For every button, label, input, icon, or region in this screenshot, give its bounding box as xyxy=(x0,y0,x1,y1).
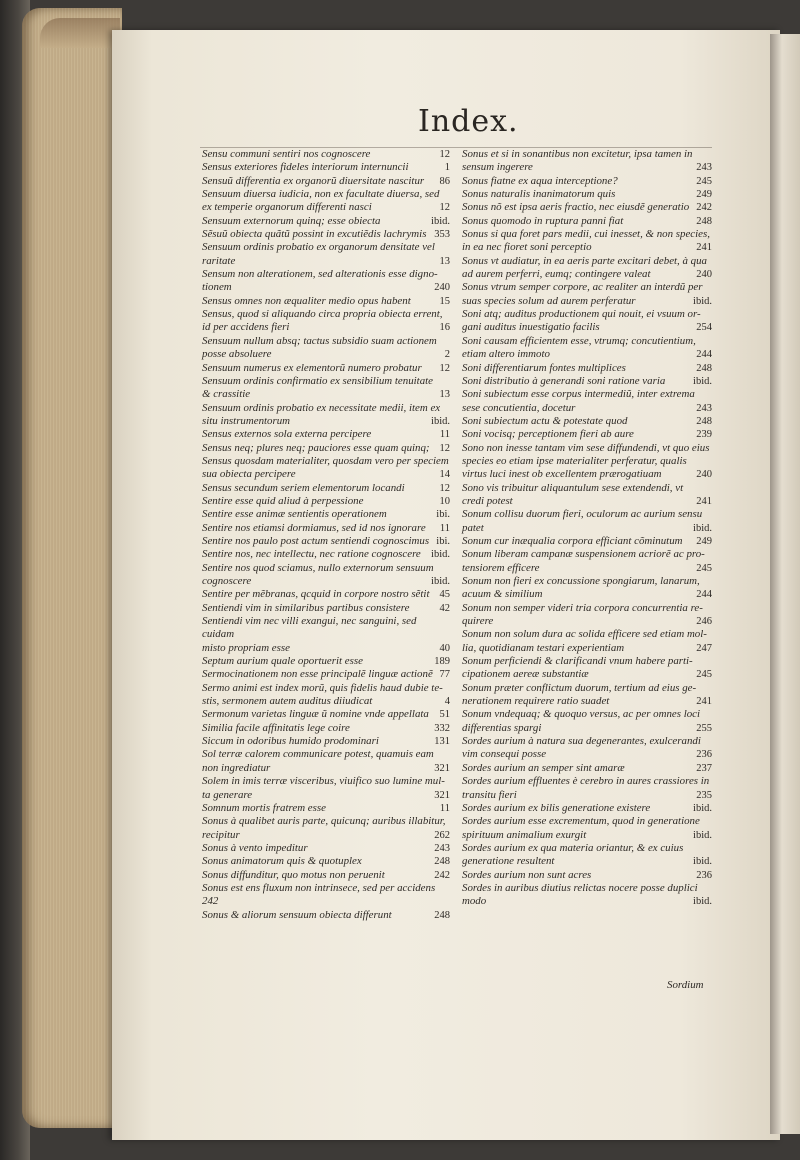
index-entry xyxy=(462,482,712,509)
index-entry xyxy=(462,228,712,255)
index-entry xyxy=(462,188,712,201)
index-entry-text: Sonus naturalis inanimatorum quis xyxy=(462,188,616,201)
index-entry xyxy=(462,762,712,775)
index-entry-text: Sentire nos etiamsi dormiamus, sed id nos ignorare xyxy=(202,521,426,534)
index-entry-page: 16 xyxy=(439,322,450,334)
index-entry xyxy=(202,402,450,429)
index-entry-text: Sonus si qua foret pars medii, cui inesset, & non species, in ea nec fioret soni perceptio xyxy=(462,228,710,254)
index-entry-page: 51 xyxy=(439,709,450,721)
index-entry-page: 241 xyxy=(696,696,712,708)
index-entry-text: Sermo animi est index morũ, quis fidelis haud dubie te- stis, sermonem autem auditus diiudicat xyxy=(202,681,443,708)
index-entry-page: 249 xyxy=(696,535,712,547)
index-entry-page: ibid. xyxy=(693,856,712,868)
index-entry-text: Sonus diffunditur, quo motus non peruenit xyxy=(202,868,385,881)
index-entry xyxy=(202,708,450,721)
index-entry-page: 243 xyxy=(696,162,712,174)
index-entry-page: 42 xyxy=(439,602,450,614)
index-entry-text: Sordes aurium non sunt acres xyxy=(462,868,592,881)
index-entry-text: Sonus vt audiatur, in ea aeris parte excitari debet, à qua ad aurem perferri, eumq; contingere valeat xyxy=(462,254,708,281)
index-entry xyxy=(462,802,712,815)
index-entry-text: Sẽsuũ obiecta quãtũ possint in excutiẽdis lachrymis xyxy=(202,228,427,241)
index-entry xyxy=(202,362,450,375)
index-entry-page: 245 xyxy=(696,669,712,681)
index-entry xyxy=(462,735,712,762)
index-entry xyxy=(202,495,450,508)
index-entry-page: 189 xyxy=(434,656,450,668)
index-entry-text: Sonus vtrum semper corpore, ac realiter an interdũ per suas species solum ad aurem perferatur xyxy=(462,281,703,307)
index-entry-text: Soni vocisq; perceptionem fieri ab aure xyxy=(462,428,634,441)
index-entry-page: ibid. xyxy=(431,415,450,427)
index-entry-page: 248 xyxy=(434,909,450,921)
index-entry-text: Sensus omnes non æqualiter medio opus habent xyxy=(202,294,411,307)
index-entry-text: Sonum non semper videri tria corpora concurrentia re- quirere xyxy=(462,601,703,628)
index-entry-page: 240 xyxy=(696,269,712,281)
index-entry-text: Sentire nos quod sciamus, nullo externorum sensuum cognoscere xyxy=(202,561,434,587)
index-entry xyxy=(462,535,712,548)
index-entry-text: Sensus, quod si aliquando circa propria obiecta errent, id per accidens fieri xyxy=(202,308,443,334)
index-entry xyxy=(202,722,450,735)
index-entry-text: Sonus à qualibet auris parte, quicunq; auribus illabitur, recipitur xyxy=(202,815,446,841)
index-entry-text: Sentire esse animæ sentientis operationem xyxy=(202,508,387,521)
index-entry xyxy=(462,602,712,629)
index-entry-page: 262 xyxy=(434,829,450,841)
index-entry-page: 13 xyxy=(439,255,450,267)
index-entry xyxy=(202,562,450,589)
index-entry-text: Sonum præter conflictum duorum, tertium ad eius ge- nerationem requirere ratio suadet xyxy=(462,681,697,708)
index-entry-text: Sono vis tribuitur aliquantulum sese extendendi, vt credi potest xyxy=(462,481,684,507)
index-entry-page: 12 xyxy=(439,362,450,374)
index-entry-text: Sordes aurium an semper sint amaræ xyxy=(462,761,625,774)
index-entry-page: 13 xyxy=(439,389,450,401)
index-entry xyxy=(462,388,712,415)
index-entry-text: Sensuum ordinis probatio ex organorum densitate vel raritate xyxy=(202,241,435,267)
index-entry xyxy=(202,748,450,775)
index-entry-text: Sensuum externorum quinq; esse obiecta xyxy=(202,214,381,227)
index-entry xyxy=(202,735,450,748)
index-entry xyxy=(202,295,450,308)
index-entry xyxy=(462,869,712,882)
index-entry-text: Sonum non solum dura ac solida efficere sed etiam mol- lia, quotidianam testari experientiam xyxy=(462,628,707,654)
index-entry-text: Soni distributio à generandi soni ratione varia xyxy=(462,374,666,387)
page-header: Index. xyxy=(418,104,519,139)
index-entry xyxy=(462,882,712,909)
index-entry xyxy=(462,708,712,735)
index-entry-page: 45 xyxy=(439,589,450,601)
index-entry-page: 131 xyxy=(434,736,450,748)
index-entry-page: 248 xyxy=(696,415,712,427)
index-entry-text: Sensuum ordinis confirmatio ex sensibilium tenuitate & crassitie xyxy=(202,374,434,401)
index-entry-text: Sordes in auribus diutius relictas nocere posse duplici modo xyxy=(462,881,698,908)
index-entry-page: 12 xyxy=(439,482,450,494)
index-entry-text: Sensus externos sola externa percipere xyxy=(202,428,372,441)
index-entry-text: Sensuũ differentia ex organorũ diuersitate nascitur xyxy=(202,174,425,187)
index-entry-page: ibi. xyxy=(436,509,450,521)
index-entry-text: Sonus et si in sonantibus non excitetur, ipsa tamen in sensum ingerere xyxy=(462,148,693,174)
index-entry xyxy=(462,308,712,335)
index-entry xyxy=(202,548,450,561)
index-entry xyxy=(202,615,450,655)
index-entry-page: ibid. xyxy=(431,215,450,227)
index-entry-page: 77 xyxy=(439,669,450,681)
index-entry-text: Sol terræ calorem communicare potest, quamuis eam non ingrediatur xyxy=(202,748,434,774)
index-entry-text: Sonus fiatne ex aqua interceptione? xyxy=(462,174,618,187)
index-entry xyxy=(462,175,712,188)
index-entry-page: 240 xyxy=(696,469,712,481)
index-entry-text: Sensus secundum seriem elementorum locandi xyxy=(202,481,405,494)
index-entry-text: Similia facile affinitatis lege coire xyxy=(202,721,350,734)
page-stack-edge xyxy=(40,18,120,48)
index-entry-text: Sentire per mẽbranas, qcquid in corpore nostro sẽtit xyxy=(202,588,430,601)
index-entry-page: ibid. xyxy=(693,375,712,387)
index-entry xyxy=(202,188,450,215)
index-entry-text: Soni differentiarum fontes multiplices xyxy=(462,361,626,374)
index-entry xyxy=(462,148,712,175)
index-entry-text: Sonum vndequaq; & quoquo versus, ac per omnes loci differentias spargi xyxy=(462,708,701,734)
index-entry xyxy=(202,241,450,268)
index-entry-page: 12 xyxy=(439,442,450,454)
index-entry-page: 11 xyxy=(439,802,450,814)
index-entry-text: Sordes aurium ex qua materia oriantur, & ex cuius generatione resultent xyxy=(462,841,684,868)
index-entry xyxy=(202,161,450,174)
index-entry-page: 40 xyxy=(439,642,450,654)
index-entry xyxy=(202,522,450,535)
facing-page-edge xyxy=(770,34,800,1134)
index-entry-text: Sonus est ens fluxum non intrinsece, sed per accidens 242 xyxy=(202,881,436,908)
index-entry-text: Sonum cur inæqualia corpora efficiant cõminutum xyxy=(462,534,683,547)
index-entry-text: Sensus quosdam materialiter, quosdam vero per speciem sua obiecta percipere xyxy=(202,454,449,481)
index-entry-page: 2 xyxy=(444,349,450,361)
index-entry xyxy=(462,548,712,575)
index-entry xyxy=(462,815,712,842)
index-entry-page: 236 xyxy=(696,749,712,761)
index-entry-text: Solem in imis terræ visceribus, viuifico suo lumine mul- ta generare xyxy=(202,775,445,801)
index-entry-page: 1 xyxy=(444,162,450,174)
index-entry xyxy=(462,281,712,308)
index-entry-page: 12 xyxy=(439,149,450,160)
index-entry-text: Sonum collisu duorum fieri, oculorum ac aurium sensu patet xyxy=(462,508,703,534)
index-entry-page: 12 xyxy=(439,202,450,214)
index-entry-text: Sensu communi sentiri nos cognoscere xyxy=(202,148,371,160)
index-entry-text: Soni subiectum actu & potestate quod xyxy=(462,414,628,427)
index-entry-page: 248 xyxy=(696,215,712,227)
index-entry xyxy=(202,802,450,815)
index-entry xyxy=(202,855,450,868)
index-entry-text: Somnum mortis fratrem esse xyxy=(202,801,326,814)
index-entry xyxy=(202,655,450,668)
index-entry xyxy=(462,375,712,388)
index-entry xyxy=(202,668,450,681)
index-entry-page: 321 xyxy=(434,762,450,774)
page-stack xyxy=(22,8,122,1128)
index-entry xyxy=(202,869,450,882)
index-entry xyxy=(202,909,450,922)
index-entry xyxy=(202,215,450,228)
index-entry-page: ibid. xyxy=(431,549,450,561)
index-entry-page: 242 xyxy=(434,869,450,881)
index-entry xyxy=(202,148,450,161)
index-entry-text: Sermocinationem non esse principalẽ linguæ actionẽ xyxy=(202,668,433,681)
index-entry xyxy=(462,775,712,802)
index-entry xyxy=(202,508,450,521)
index-entry-text: Sonus & aliorum sensuum obiecta differunt xyxy=(202,908,392,921)
index-entry xyxy=(202,228,450,241)
index-entry-text: Sensus neq; plures neq; pauciores esse quam quinq; xyxy=(202,441,430,454)
index-entry xyxy=(202,335,450,362)
index-entry-page: 4 xyxy=(444,696,450,708)
catchword: Sordium xyxy=(667,979,704,991)
index-entry xyxy=(202,602,450,615)
index-entry xyxy=(202,682,450,709)
index-entry-page: 241 xyxy=(696,495,712,507)
index-entry xyxy=(202,535,450,548)
index-entry-page: 321 xyxy=(434,789,450,801)
index-entry xyxy=(462,362,712,375)
index-entry xyxy=(462,415,712,428)
index-entry xyxy=(202,268,450,295)
index-entry-page: 235 xyxy=(696,789,712,801)
index-entry xyxy=(202,175,450,188)
index-entry-text: Sono non inesse tantam vim sese diffundendi, vt quo eius species eo etiam ipse materialiter perferatur, qualis virtus luci inest ob excellentem prærogatiuam xyxy=(462,441,710,481)
index-entry-page: ibid. xyxy=(431,576,450,587)
index-entry xyxy=(462,335,712,362)
index-entry-page: 15 xyxy=(439,295,450,307)
index-entry-text: Soni atq; auditus productionem qui nouit, ei vsuum or- gani auditus inuestigatio facilis xyxy=(462,308,701,334)
index-entry-page: 242 xyxy=(696,202,712,214)
index-entry-text: Soni causam efficientem esse, vtrumq; concutientium, etiam altero immoto xyxy=(462,334,696,361)
index-entry-page: 240 xyxy=(434,282,450,294)
index-entry xyxy=(202,588,450,601)
index-entry-page: 243 xyxy=(696,402,712,414)
index-entry-text: Sensuum numerus ex elementorũ numero probatur xyxy=(202,361,422,374)
index-entry xyxy=(202,428,450,441)
index-entry xyxy=(202,775,450,802)
index-entry-page: 244 xyxy=(696,349,712,361)
index-entry-page: 255 xyxy=(696,722,712,734)
index-entry-text: Sonum non fieri ex concussione spongiarum, lanarum, acuum & similium xyxy=(462,575,700,601)
index-entry xyxy=(462,682,712,709)
index-entry-page: 245 xyxy=(696,562,712,574)
index-entry-text: Sensum non alterationem, sed alterationis esse digno- tionem xyxy=(202,268,438,294)
index-entry-text: Sonus à vento impeditur xyxy=(202,841,308,854)
index-entry-page: 14 xyxy=(439,469,450,481)
index-entry-text: Sensus exteriores fideles interiorum internuncii xyxy=(202,161,409,174)
index-entry xyxy=(202,842,450,855)
index-entry-page: 248 xyxy=(434,856,450,868)
index-entry xyxy=(202,815,450,842)
index-entry-page: 11 xyxy=(439,522,450,534)
index-entry-page: ibid. xyxy=(693,829,712,841)
index-entry-page: 254 xyxy=(696,322,712,334)
index-entry xyxy=(462,201,712,214)
index-entry-text: Sordes aurium effluentes è cerebro in aures crassiores in transitu fieri xyxy=(462,775,710,801)
index-entry xyxy=(462,842,712,869)
index-entry xyxy=(462,655,712,682)
index-entry xyxy=(462,575,712,602)
index-entry xyxy=(202,455,450,482)
index-entry xyxy=(462,215,712,228)
index-entry-page: 245 xyxy=(696,175,712,187)
index-entry xyxy=(202,308,450,335)
index-entry-page: 239 xyxy=(696,429,712,441)
index-entry-text: Sensuum nullum absq; tactus subsidio suam actionem posse absoluere xyxy=(202,334,437,361)
index-entry-text: Sentire nos, nec intellectu, nec ratione cognoscere xyxy=(202,548,421,561)
index-entry xyxy=(462,628,712,655)
index-entry-text: Sonum perficiendi & clarificandi vnum habere parti- cipationem aereæ substantiæ xyxy=(462,655,693,681)
index-entry-text: Sermonum varietas linguæ ũ nomine vnde appellata xyxy=(202,708,429,721)
index-column-right xyxy=(462,148,712,909)
index-entry-text: Siccum in odoribus humido prodominari xyxy=(202,735,379,748)
index-entry xyxy=(462,442,712,482)
index-entry-text: Sordes aurium ex bilis generatione existere xyxy=(462,801,651,814)
index-entry-text: Sonus quomodo in ruptura panni fiat xyxy=(462,214,624,227)
index-entry-page: ibid. xyxy=(693,522,712,534)
index-entry-text: Sensuum ordinis probatio ex necessitate medii, item ex situ instrumentorum xyxy=(202,401,441,427)
index-entry-text: Sonum liberam campanæ suspensionem acriorẽ ac pro- tensiorem efficere xyxy=(462,548,705,574)
index-entry xyxy=(202,882,450,909)
index-entry-text: Sonus animatorum quis & quotuplex xyxy=(202,855,362,868)
index-entry-text: Sordes aurium à natura sua degenerantes, exulcerandi vim consequi posse xyxy=(462,735,701,761)
index-entry xyxy=(202,375,450,402)
index-entry-page: 237 xyxy=(696,762,712,774)
index-entry xyxy=(202,482,450,495)
index-entry-page: 248 xyxy=(696,362,712,374)
index-entry-page: 247 xyxy=(696,642,712,654)
index-entry-page: ibid. xyxy=(693,802,712,814)
index-entry-page: 241 xyxy=(696,242,712,254)
index-entry xyxy=(462,428,712,441)
index-entry-page: ibid. xyxy=(693,896,712,908)
index-entry-page: 332 xyxy=(434,722,450,734)
index-entry-page: 86 xyxy=(439,175,450,187)
index-entry-text: Sentire nos paulo post actum sentiendi cognoscimus xyxy=(202,534,430,547)
index-entry xyxy=(462,508,712,535)
index-entry xyxy=(202,442,450,455)
index-entry-text: Sordes aurium esse excrementum, quod in generatione spirituum animalium exurgit xyxy=(462,815,700,841)
index-entry-page: 243 xyxy=(434,842,450,854)
index-entry-text: Sentiendi vim in similaribus partibus consistere xyxy=(202,601,410,614)
index-entry-text: Sentire esse quid aliud à perpessione xyxy=(202,494,364,507)
index-entry xyxy=(462,255,712,282)
index-entry-page: ibid. xyxy=(693,295,712,307)
index-entry-page: 249 xyxy=(696,189,712,201)
index-entry-page: 246 xyxy=(696,616,712,628)
index-entry-page: 236 xyxy=(696,869,712,881)
index-column-left xyxy=(202,148,450,922)
index-entry-text: Sonus nõ est ipsa aeris fractio, nec eiusdẽ generatio xyxy=(462,201,690,214)
index-entry-text: Soni subiectum esse corpus intermediũ, inter extrema sese concutientia, docetur xyxy=(462,388,695,414)
index-entry-text: Sentiendi vim nec villi exangui, nec sanguini, sed cuidam misto propriam esse xyxy=(202,615,417,654)
index-entry-text: Septum aurium quale oportuerit esse xyxy=(202,655,363,668)
index-entry-page: 244 xyxy=(696,589,712,601)
index-entry-page: 10 xyxy=(439,495,450,507)
index-entry-page: 353 xyxy=(434,229,450,241)
index-entry-text: Sensuum diuersa iudicia, non ex facultate diuersa, sed ex temperie organorum differenti nasci xyxy=(202,188,440,214)
index-entry-page: 11 xyxy=(439,429,450,441)
index-entry-page: ibi. xyxy=(436,535,450,547)
